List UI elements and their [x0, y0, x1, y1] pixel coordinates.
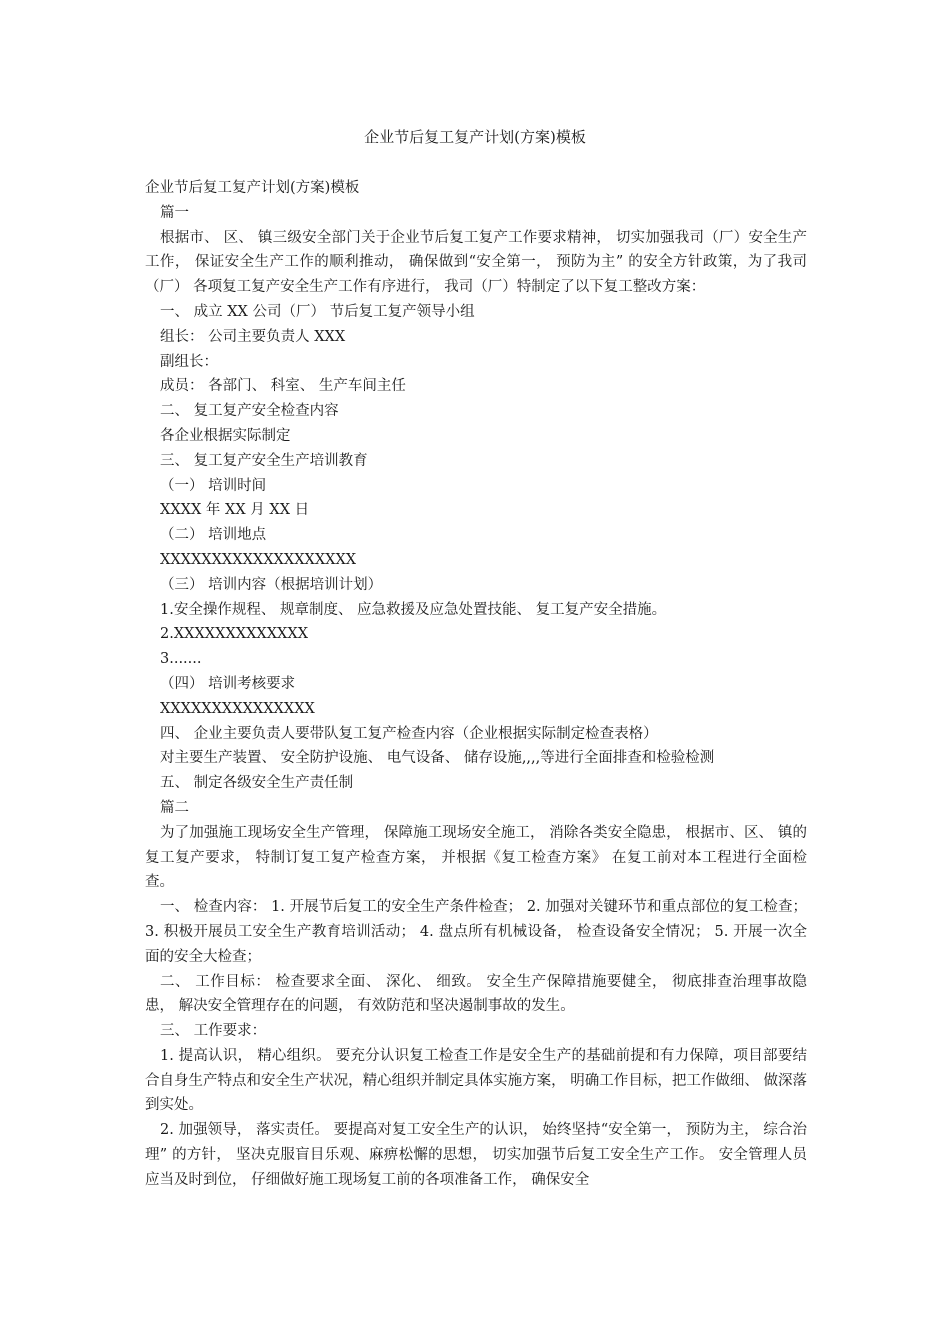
- paragraph: 四、 企业主要负责人要带队复工复产检查内容（企业根据实际制定检查表格）: [160, 725, 658, 742]
- paragraph: （二） 培训地点: [160, 527, 267, 544]
- document-body: [145, 176, 807, 1193]
- paragraph: 根据市、 区、 镇三级安全部门关于企业节后复工复产工作要求精神， 切实加强我司（厂）安全生产工作， 保证安全生产工作的顺利推动， 确保做到“安全第一， 预防为主” 的安全方针政策，为了我司（厂） 各项复工复产安全生产工作有序进行， 我司（厂）特制定了以下复工整改方案：: [145, 229, 807, 296]
- paragraph: 1.安全操作规程、 规章制度、 应急救援及应急处置技能、 复工复产安全措施。: [160, 601, 667, 618]
- paragraph: （四） 培训考核要求: [160, 675, 296, 692]
- paragraph: XXXX 年 XX 月 XX 日: [160, 502, 310, 519]
- document-title: 企业节后复工复产计划(方案)模板: [364, 128, 586, 146]
- paragraph: 篇二: [160, 799, 189, 816]
- paragraph: 二、 复工复产安全检查内容: [160, 403, 339, 420]
- paragraph: 一、 检查内容： 1. 开展节后复工的安全生产条件检查； 2. 加强对关键环节和重点部位的复工检查； 3. 积极开展员工安全生产教育培训活动； 4. 盘点所有机械设备， 检查设备安全情况； 5. 开展一次全面的安全大检查；: [145, 899, 807, 965]
- paragraph: XXXXXXXXXXXXXXX: [160, 700, 315, 717]
- paragraph: 1. 提高认识， 精心组织。 要充分认识复工检查工作是安全生产的基础前提和有力保障，项目部要结合自身生产特点和安全生产状况，精心组织并制定具体实施方案， 明确工作目标，把工作做细、 做深落到实处。: [145, 1047, 807, 1114]
- paragraph: 对主要生产装置、 安全防护设施、 电气设备、 储存设施,,,,等进行全面排查和检验检测: [160, 750, 715, 767]
- paragraph: 组长： 公司主要负责人 XXX: [160, 328, 346, 345]
- paragraph: 一、 成立 XX 公司（厂） 节后复工复产领导小组: [160, 303, 475, 320]
- paragraph: 为了加强施工现场安全生产管理， 保障施工现场安全施工， 消除各类安全隐患， 根据市、区、 镇的复工复产要求， 特制订复工复产检查方案， 并根据《复工检查方案》 在复工前对本工程进行全面检查。: [145, 824, 807, 891]
- paragraph: 企业节后复工复产计划(方案)模板: [145, 180, 360, 196]
- paragraph: （一） 培训时间: [160, 477, 267, 494]
- paragraph: 2. 加强领导， 落实责任。 要提高对复工安全生产的认识， 始终坚持“安全第一， 预防为主， 综合治理” 的方针， 坚决克服盲目乐观、麻痹松懈的思想， 切实加强节后复工安全生产工作。 安全管理人员应当及时到位， 仔细做好施工现场复工前的各项准备工作， 确保安全: [145, 1122, 807, 1188]
- paragraph: 3.......: [160, 651, 202, 668]
- paragraph: 各企业根据实际制定: [160, 427, 291, 444]
- paragraph: XXXXXXXXXXXXXXXXXXX: [160, 551, 357, 568]
- paragraph: 篇一: [160, 204, 189, 221]
- paragraph: 三、 工作要求：: [160, 1023, 267, 1040]
- paragraph: 2.XXXXXXXXXXXXX: [160, 626, 309, 643]
- paragraph: 五、 制定各级安全生产责任制: [160, 775, 354, 792]
- paragraph: 成员： 各部门、 科室、 生产车间主任: [160, 378, 406, 395]
- paragraph: 三、 复工复产安全生产培训教育: [160, 452, 368, 469]
- paragraph: 二、 工作目标： 检查要求全面、 深化、 细致。 安全生产保障措施要健全， 彻底排查治理事故隐患， 解决安全管理存在的问题， 有效防范和坚决遏制事故的发生。: [145, 973, 807, 1015]
- paragraph: （三） 培训内容（根据培训计划）: [160, 576, 383, 593]
- paragraph: 副组长：: [160, 353, 218, 370]
